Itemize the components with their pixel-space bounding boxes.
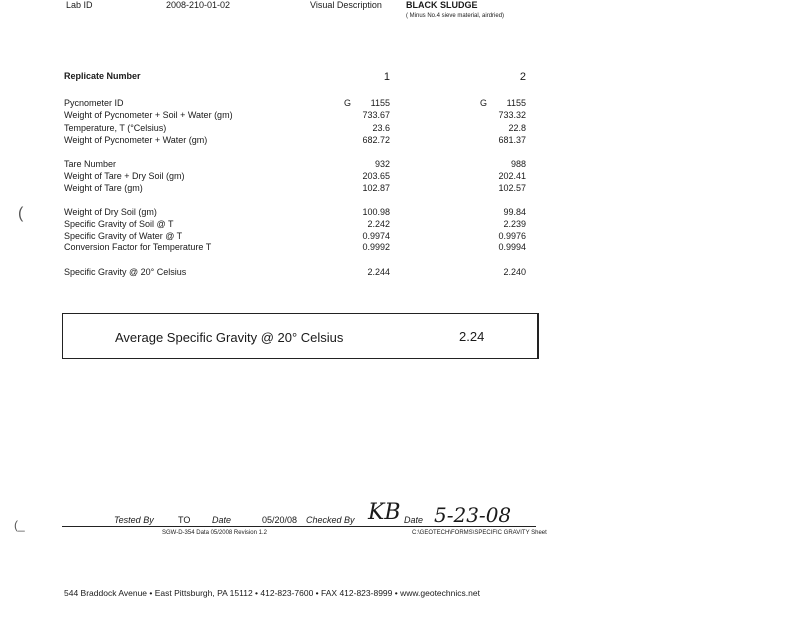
table-row — [0, 242, 800, 254]
row-value-1: 2.242 — [367, 219, 390, 229]
row-value-2: 2.240 — [503, 267, 526, 277]
table-row — [0, 183, 800, 195]
signature-line — [62, 526, 536, 527]
tested-by-value: TO — [178, 515, 191, 525]
row-label: Specific Gravity @ 20° Celsius — [64, 267, 187, 277]
table-row — [0, 219, 800, 231]
row-label: Weight of Pycnometer + Soil + Water (gm) — [64, 110, 233, 120]
row-value-1: 23.6 — [372, 123, 390, 133]
checked-by-label: Checked By — [306, 515, 355, 525]
row-value-2: 1155 — [506, 98, 526, 108]
form-reference-left: SGW-D-354 Data 05/2008 Revision 1.2 — [162, 530, 267, 536]
table-row — [0, 135, 800, 147]
visual-description-value: BLACK SLUDGE — [406, 0, 478, 10]
margin-mark: (_ — [14, 518, 25, 532]
row-value-2: 22.8 — [508, 123, 526, 133]
row-value-2: 681.37 — [498, 135, 526, 145]
row-value-2: 988 — [510, 159, 526, 169]
row-value-1: 100.98 — [362, 207, 390, 217]
footer-address: 544 Braddock Avenue • East Pittsburgh, PA 15112 • 412-823-7600 • FAX 412-823-8999 • www.geotechnics.net — [64, 588, 480, 598]
row-value-1: 203.65 — [362, 171, 390, 181]
replicate-col-2: 2 — [519, 71, 526, 83]
row-label: Specific Gravity of Water @ T — [64, 231, 183, 241]
average-value: 2.24 — [459, 329, 485, 344]
row-value-2: 0.9994 — [498, 242, 526, 252]
row-value-1: 102.87 — [362, 183, 390, 193]
lab-id-label: Lab ID — [66, 0, 93, 10]
row-value-2: 102.57 — [498, 183, 526, 193]
row-value-2: 733.32 — [498, 110, 526, 120]
replicate-header-row — [0, 71, 800, 87]
table-row — [0, 123, 800, 135]
row-label: Weight of Dry Soil (gm) — [64, 207, 157, 217]
row-value-2: 0.9976 — [498, 231, 526, 241]
average-label: Average Specific Gravity @ 20° Celsius — [115, 330, 344, 345]
checked-by-initials: KB — [368, 500, 401, 525]
margin-mark: ( — [18, 205, 24, 222]
row-value-1: 932 — [374, 159, 390, 169]
row-value-1: 0.9992 — [362, 242, 390, 252]
table-row — [0, 98, 800, 110]
row-label: Weight of Tare (gm) — [64, 183, 143, 193]
row-label: Tare Number — [64, 159, 117, 169]
row-prefix-2: G — [480, 98, 488, 108]
visual-description-note: ( Minus No.4 sieve material, airdried) — [406, 13, 505, 19]
replicate-col-1: 1 — [383, 71, 390, 83]
row-value-1: 2.244 — [367, 267, 390, 277]
tested-by-label: Tested By — [114, 515, 154, 525]
date-value-2: 5-23-08 — [434, 503, 512, 527]
row-value-2: 99.84 — [503, 207, 526, 217]
lab-id-value: 2008-210-01-02 — [166, 0, 231, 10]
row-value-1: 1155 — [370, 98, 390, 108]
average-specific-gravity-box — [62, 313, 539, 359]
row-label: Weight of Pycnometer + Water (gm) — [64, 135, 208, 145]
table-row — [0, 207, 800, 219]
table-row — [0, 159, 800, 171]
table-row — [0, 171, 800, 183]
date-label-1: Date — [212, 515, 232, 525]
row-value-2: 2.239 — [503, 219, 526, 229]
date-label-2: Date — [404, 515, 424, 525]
date-value-1: 05/20/08 — [262, 515, 298, 525]
row-label: Weight of Tare + Dry Soil (gm) — [64, 171, 185, 181]
row-value-2: 202.41 — [498, 171, 526, 181]
table-row — [0, 110, 800, 122]
row-label: Temperature, T (°Celsius) — [64, 123, 167, 133]
row-value-1: 733.67 — [362, 110, 390, 120]
form-reference-right: C:\GEOTECH\FORMS\SPECIFIC GRAVITY Sheet — [412, 530, 547, 536]
row-value-1: 682.72 — [362, 135, 390, 145]
replicate-number-label: Replicate Number — [64, 71, 141, 81]
row-label: Conversion Factor for Temperature T — [64, 242, 212, 252]
row-prefix-1: G — [344, 98, 352, 108]
row-value-1: 0.9974 — [362, 231, 390, 241]
row-label: Specific Gravity of Soil @ T — [64, 219, 174, 229]
visual-description-label: Visual Description — [310, 0, 382, 10]
row-label: Pycnometer ID — [64, 98, 124, 108]
table-row — [0, 267, 800, 279]
